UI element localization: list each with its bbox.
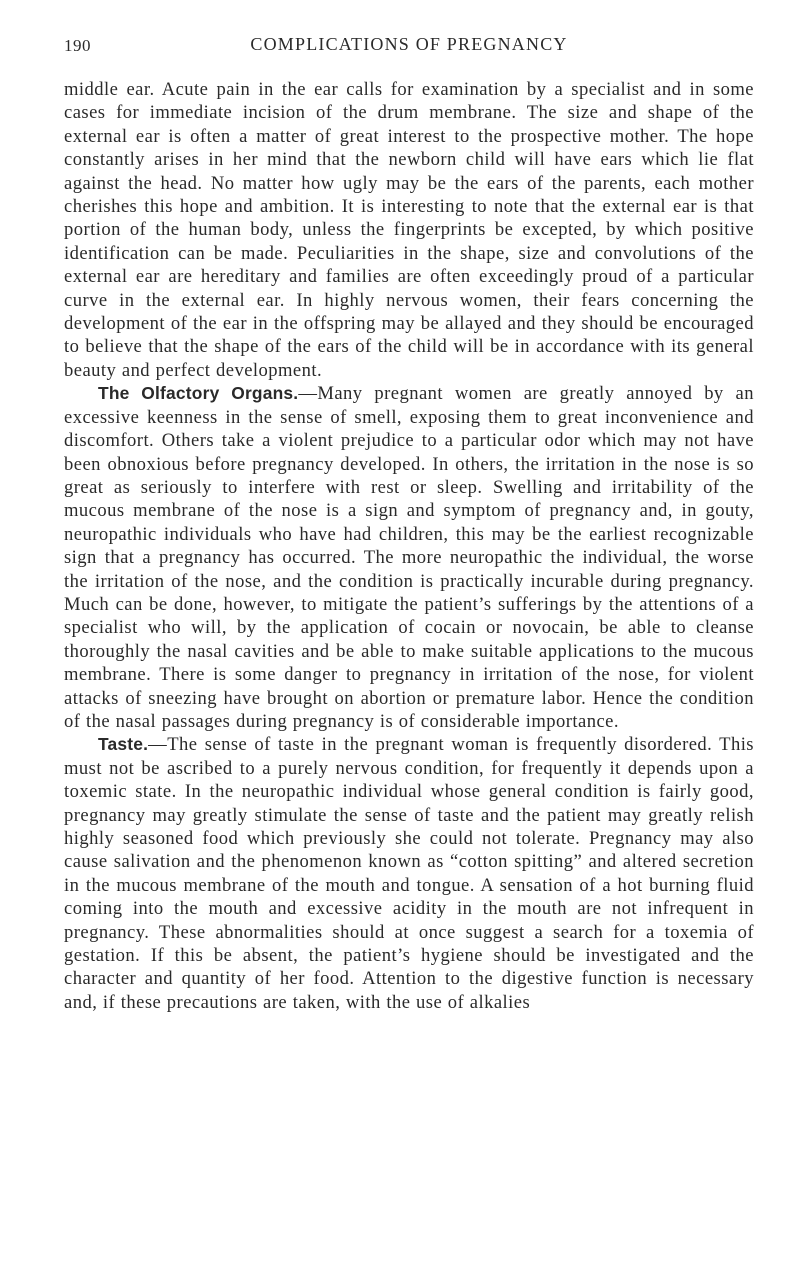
continuation-paragraph: middle ear. Acute pain in the ear calls for examination by a specialist and in some cases for immediate incision of the drum membrane. The size and shape of the external ear is often a matter of great interest to the prospective mother. The hope constantly arises in her mind that the newborn child will have ears which lie flat against the head. No matter how ugly may be the ears of the parents, each mother cherishes this hope and ambition. It is interesting to note that the external ear is that portion of the human body, unless the fingerprints be excepted, by which positive identification can be made. Peculiarities in the shape, size and convolutions of the external ear are hereditary and families are often exceedingly proud of a particular curve in the external ear. In highly nervous women, their fears concerning the development of the ear in the offspring may be allayed and they should be encouraged to believe that the shape of the ears of the child will be in accordance with its general beauty and perfect development.	[64, 79, 754, 381]
taste-paragraph	[64, 733, 754, 1014]
olfactory-paragraph	[64, 382, 754, 733]
book-page	[64, 34, 754, 1014]
running-head: COMPLICATIONS OF PREGNANCY	[250, 34, 568, 54]
page-number: 190	[64, 36, 91, 55]
section-title-olfactory: The Olfactory Organs.	[98, 383, 299, 404]
section-title-taste: Taste.	[98, 734, 149, 755]
body-text	[64, 78, 754, 1014]
olfactory-text: —Many pregnant women are greatly annoyed by an excessive keenness in the sense of smell, exposing them to great inconvenience and discomfort. Others take a violent prejudice to a particular odor which may not have been obnoxious before pregnancy developed. In others, the irritation in the nose is so great as seriously to interfere with rest or sleep. Swelling and irritability of the mucous membrane of the nose is a sign and symptom of pregnancy and, in gouty, neuropathic individuals who have had children, this may be the earliest recognizable sign that a pregnancy has occurred. The more neuropathic the individual, the worse the irritation of the nose, and the condition is practically incurable during pregnancy. Much can be done, however, to mitigate the patient’s sufferings by the attentions of a specialist who will, by the application of cocain or novocain, be able to cleanse thoroughly the nasal cavities and be able to make suitable applications to the mucous membrane. There is some danger to pregnancy in irritation of the nose, for violent attacks of sneezing have brought on abortion or premature labor. Hence the condition of the nasal passages during pregnancy is of considerable importance.	[64, 383, 754, 732]
taste-text: —The sense of taste in the pregnant woman is frequently disordered. This must not be ascribed to a purely nervous condition, for frequently it depends upon a toxemic state. In the neuropathic individual whose general condition is fairly good, pregnancy may greatly stimulate the sense of taste and the patient may greatly relish highly seasoned food which previously she could not tolerate. Pregnancy may also cause salivation and the phenomenon known as “cotton spitting” and altered secretion in the mucous membrane of the mouth and tongue. A sensation of a hot burning fluid coming into the mouth and excessive acidity in the mouth are not infrequent in pregnancy. These abnormalities should at once suggest a search for a toxemia of gestation. If this be absent, the patient’s hygiene should be investigated and the character and quantity of her food. Attention to the digestive function is necessary and, if these precautions are taken, with the use of alkalies	[64, 734, 754, 1013]
page-header	[64, 34, 754, 60]
